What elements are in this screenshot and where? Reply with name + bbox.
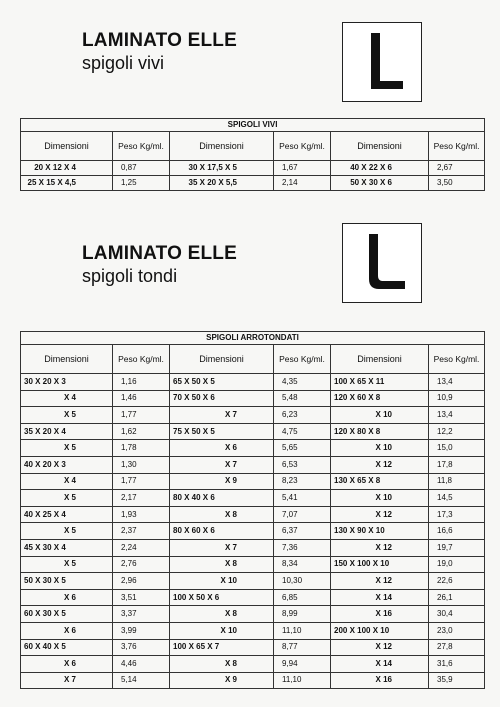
- dimension-cell: 120 X 80 X 8: [331, 423, 429, 440]
- dimension-cell: X 14: [331, 656, 429, 673]
- dimension-cell: 20 X 12 X 4: [21, 161, 113, 176]
- weight-cell: 10,9: [429, 390, 485, 407]
- weight-cell: 6,23: [274, 407, 331, 424]
- table-row: [21, 589, 485, 606]
- weight-cell: 19,7: [429, 539, 485, 556]
- weight-cell: 2,37: [113, 523, 170, 540]
- dimension-cell: X 9: [170, 473, 274, 490]
- weight-cell: 27,8: [429, 639, 485, 656]
- section-title-block: [82, 243, 237, 287]
- weight-cell: 5,48: [274, 390, 331, 407]
- dimension-cell: X 10: [331, 440, 429, 457]
- table-row: [21, 622, 485, 639]
- column-header-peso: Peso Kg/ml.: [274, 132, 331, 161]
- weight-cell: 19,0: [429, 556, 485, 573]
- table-row: [21, 390, 485, 407]
- weight-cell: 1,77: [113, 407, 170, 424]
- weight-cell: 5,14: [113, 672, 170, 689]
- dimension-cell: X 5: [21, 407, 113, 424]
- dimension-cell: 80 X 40 X 6: [170, 490, 274, 507]
- table-row: [21, 573, 485, 590]
- dimension-cell: X 10: [331, 490, 429, 507]
- weight-cell: 7,07: [274, 506, 331, 523]
- dimension-cell: X 12: [331, 506, 429, 523]
- dimension-cell: X 14: [331, 589, 429, 606]
- weight-cell: 2,67: [429, 161, 485, 176]
- dimension-cell: 60 X 30 X 5: [21, 606, 113, 623]
- table-row: [21, 161, 485, 176]
- dimension-cell: X 16: [331, 606, 429, 623]
- table-row: [21, 506, 485, 523]
- weight-cell: 30,4: [429, 606, 485, 623]
- weight-cell: 35,9: [429, 672, 485, 689]
- dimension-cell: X 8: [170, 656, 274, 673]
- section-subtitle: spigoli vivi: [82, 53, 165, 73]
- weight-cell: 2,17: [113, 490, 170, 507]
- weight-cell: 8,77: [274, 639, 331, 656]
- weight-cell: 13,4: [429, 374, 485, 391]
- dimension-cell: X 10: [331, 407, 429, 424]
- weight-cell: 26,1: [429, 589, 485, 606]
- weight-cell: 11,10: [274, 672, 331, 689]
- dimension-cell: 100 X 50 X 6: [170, 589, 274, 606]
- angle-sharp-icon: [342, 22, 422, 102]
- dimension-cell: X 16: [331, 672, 429, 689]
- weight-cell: 8,99: [274, 606, 331, 623]
- weight-cell: 15,0: [429, 440, 485, 457]
- dimension-cell: 35 X 20 X 5,5: [170, 176, 274, 191]
- dimension-cell: 40 X 25 X 4: [21, 506, 113, 523]
- dimension-cell: X 5: [21, 490, 113, 507]
- section-subtitle: spigoli tondi: [82, 266, 178, 286]
- dimension-cell: 100 X 65 X 7: [170, 639, 274, 656]
- column-header-dimensioni: Dimensioni: [21, 345, 113, 374]
- dimension-cell: 30 X 17,5 X 5: [170, 161, 274, 176]
- spigoli-vivi-table: [20, 118, 485, 191]
- angle-rounded-icon: [342, 223, 422, 303]
- dimension-cell: X 4: [21, 390, 113, 407]
- weight-cell: 10,30: [274, 573, 331, 590]
- weight-cell: 1,30: [113, 456, 170, 473]
- weight-cell: 3,51: [113, 589, 170, 606]
- table-row: [21, 423, 485, 440]
- table-caption-row: [21, 119, 485, 132]
- dimension-cell: X 10: [170, 622, 274, 639]
- dimension-cell: 130 X 65 X 8: [331, 473, 429, 490]
- table-row: [21, 473, 485, 490]
- weight-cell: 2,14: [274, 176, 331, 191]
- dimension-cell: 150 X 100 X 10: [331, 556, 429, 573]
- weight-cell: 3,50: [429, 176, 485, 191]
- dimension-cell: X 5: [21, 523, 113, 540]
- table-header-row: [21, 132, 485, 161]
- dimension-cell: 100 X 65 X 11: [331, 374, 429, 391]
- weight-cell: 1,77: [113, 473, 170, 490]
- dimension-cell: X 6: [21, 622, 113, 639]
- dimension-cell: 75 X 50 X 5: [170, 423, 274, 440]
- weight-cell: 16,6: [429, 523, 485, 540]
- dimension-cell: X 6: [21, 656, 113, 673]
- weight-cell: 6,53: [274, 456, 331, 473]
- dimension-cell: X 7: [170, 539, 274, 556]
- dimension-cell: X 5: [21, 440, 113, 457]
- column-header-peso: Peso Kg/ml.: [274, 345, 331, 374]
- dimension-cell: X 8: [170, 506, 274, 523]
- dimension-cell: 80 X 60 X 6: [170, 523, 274, 540]
- table-row: [21, 539, 485, 556]
- table-row: [21, 672, 485, 689]
- weight-cell: 5,65: [274, 440, 331, 457]
- dimension-cell: X 12: [331, 456, 429, 473]
- dimension-cell: 45 X 30 X 4: [21, 539, 113, 556]
- table-caption: SPIGOLI VIVI: [21, 119, 485, 132]
- table-header-row: [21, 345, 485, 374]
- column-header-peso: Peso Kg/ml.: [113, 132, 170, 161]
- weight-cell: 2,76: [113, 556, 170, 573]
- weight-cell: 11,10: [274, 622, 331, 639]
- dimension-cell: 70 X 50 X 6: [170, 390, 274, 407]
- weight-cell: 12,2: [429, 423, 485, 440]
- table-row: [21, 490, 485, 507]
- table-caption-row: [21, 332, 485, 345]
- table-caption: SPIGOLI ARROTONDATI: [21, 332, 485, 345]
- dimension-cell: X 8: [170, 556, 274, 573]
- dimension-cell: X 6: [21, 589, 113, 606]
- weight-cell: 1,62: [113, 423, 170, 440]
- dimension-cell: 120 X 60 X 8: [331, 390, 429, 407]
- column-header-dimensioni: Dimensioni: [331, 132, 429, 161]
- weight-cell: 4,46: [113, 656, 170, 673]
- dimension-cell: 25 X 15 X 4,5: [21, 176, 113, 191]
- weight-cell: 2,24: [113, 539, 170, 556]
- dimension-cell: X 4: [21, 473, 113, 490]
- weight-cell: 11,8: [429, 473, 485, 490]
- weight-cell: 31,6: [429, 656, 485, 673]
- weight-cell: 8,34: [274, 556, 331, 573]
- weight-cell: 4,75: [274, 423, 331, 440]
- dimension-cell: 50 X 30 X 5: [21, 573, 113, 590]
- weight-cell: 7,36: [274, 539, 331, 556]
- weight-cell: 1,67: [274, 161, 331, 176]
- weight-cell: 3,99: [113, 622, 170, 639]
- weight-cell: 2,96: [113, 573, 170, 590]
- dimension-cell: X 8: [170, 606, 274, 623]
- column-header-peso: Peso Kg/ml.: [429, 345, 485, 374]
- weight-cell: 0,87: [113, 161, 170, 176]
- column-header-peso: Peso Kg/ml.: [429, 132, 485, 161]
- table-row: [21, 440, 485, 457]
- table-row: [21, 639, 485, 656]
- section-title: LAMINATO ELLE: [82, 243, 237, 264]
- column-header-peso: Peso Kg/ml.: [113, 345, 170, 374]
- table-row: [21, 523, 485, 540]
- spigoli-arrotondati-table: [20, 331, 485, 689]
- table-row: [21, 656, 485, 673]
- section-title-block: [82, 30, 237, 74]
- weight-cell: 1,16: [113, 374, 170, 391]
- table-row: [21, 176, 485, 191]
- dimension-cell: X 7: [170, 407, 274, 424]
- table-row: [21, 407, 485, 424]
- weight-cell: 17,3: [429, 506, 485, 523]
- weight-cell: 5,41: [274, 490, 331, 507]
- weight-cell: 4,35: [274, 374, 331, 391]
- dimension-cell: X 9: [170, 672, 274, 689]
- dimension-cell: 60 X 40 X 5: [21, 639, 113, 656]
- dimension-cell: 65 X 50 X 5: [170, 374, 274, 391]
- weight-cell: 3,76: [113, 639, 170, 656]
- dimension-cell: X 12: [331, 539, 429, 556]
- weight-cell: 1,46: [113, 390, 170, 407]
- dimension-cell: 40 X 20 X 3: [21, 456, 113, 473]
- weight-cell: 22,6: [429, 573, 485, 590]
- weight-cell: 17,8: [429, 456, 485, 473]
- dimension-cell: 40 X 22 X 6: [331, 161, 429, 176]
- weight-cell: 1,78: [113, 440, 170, 457]
- weight-cell: 13,4: [429, 407, 485, 424]
- table-row: [21, 456, 485, 473]
- dimension-cell: X 7: [170, 456, 274, 473]
- dimension-cell: X 5: [21, 556, 113, 573]
- weight-cell: 14,5: [429, 490, 485, 507]
- dimension-cell: X 6: [170, 440, 274, 457]
- dimension-cell: X 7: [21, 672, 113, 689]
- table-row: [21, 374, 485, 391]
- weight-cell: 1,25: [113, 176, 170, 191]
- weight-cell: 6,85: [274, 589, 331, 606]
- weight-cell: 8,23: [274, 473, 331, 490]
- dimension-cell: 35 X 20 X 4: [21, 423, 113, 440]
- column-header-dimensioni: Dimensioni: [331, 345, 429, 374]
- dimension-cell: 50 X 30 X 6: [331, 176, 429, 191]
- section-title: LAMINATO ELLE: [82, 30, 237, 51]
- weight-cell: 3,37: [113, 606, 170, 623]
- column-header-dimensioni: Dimensioni: [170, 345, 274, 374]
- weight-cell: 6,37: [274, 523, 331, 540]
- table-row: [21, 606, 485, 623]
- weight-cell: 9,94: [274, 656, 331, 673]
- dimension-cell: 30 X 20 X 3: [21, 374, 113, 391]
- dimension-cell: X 12: [331, 573, 429, 590]
- table-row: [21, 556, 485, 573]
- dimension-cell: 130 X 90 X 10: [331, 523, 429, 540]
- dimension-cell: X 10: [170, 573, 274, 590]
- column-header-dimensioni: Dimensioni: [170, 132, 274, 161]
- dimension-cell: X 12: [331, 639, 429, 656]
- weight-cell: 23,0: [429, 622, 485, 639]
- weight-cell: 1,93: [113, 506, 170, 523]
- column-header-dimensioni: Dimensioni: [21, 132, 113, 161]
- dimension-cell: 200 X 100 X 10: [331, 622, 429, 639]
